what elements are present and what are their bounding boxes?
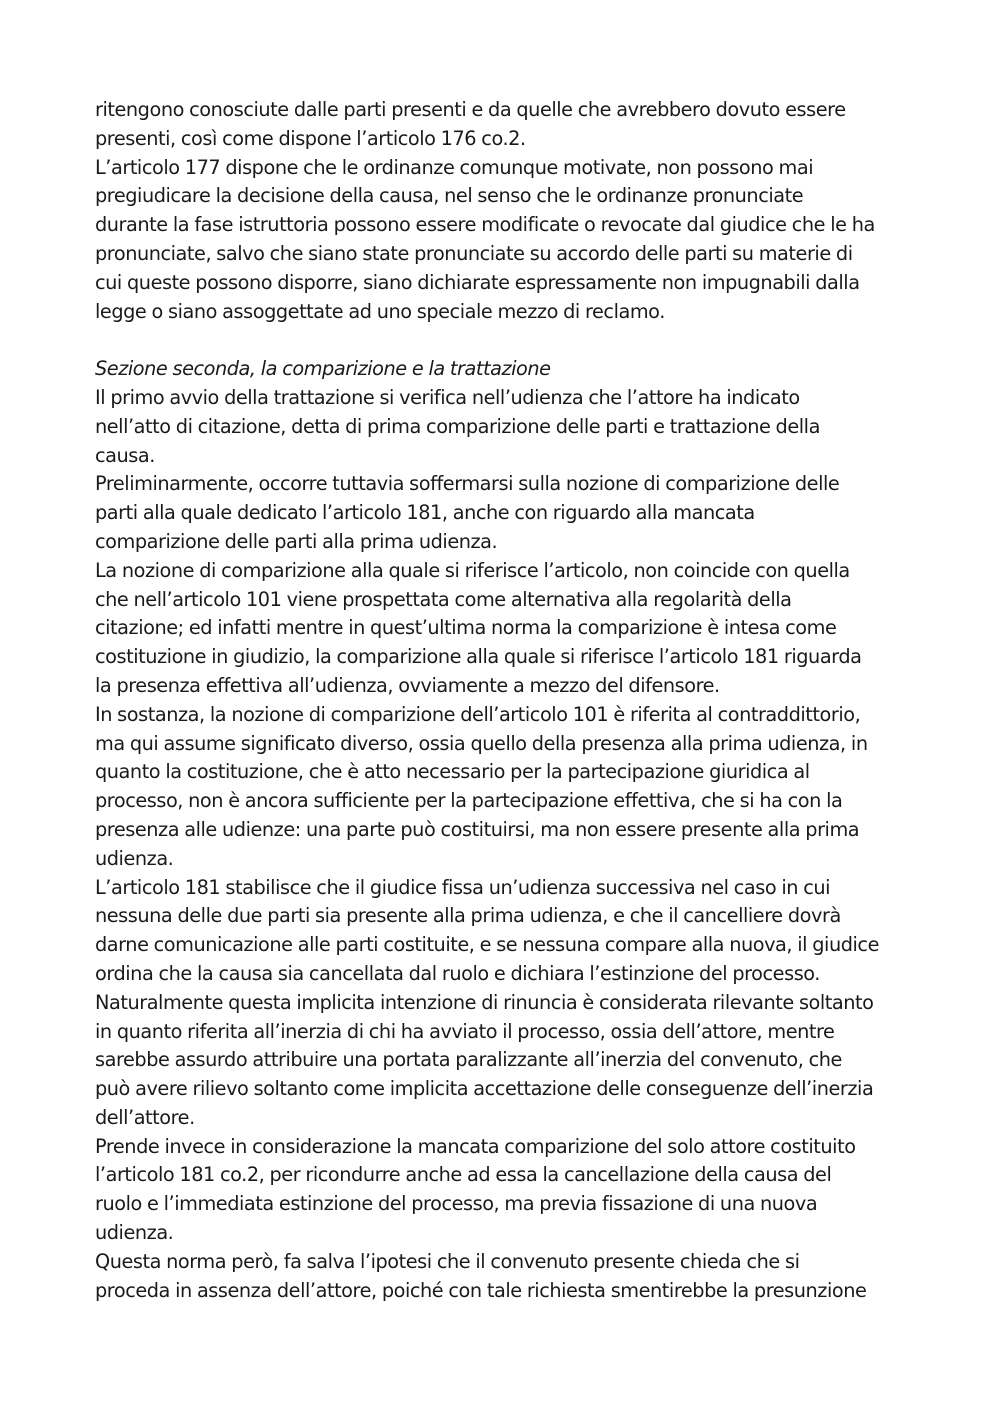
document-body (95, 96, 925, 1305)
text-line: L’articolo 177 dispone che le ordinanze comunque motivate, non possono mai (95, 155, 814, 179)
text-line: comparizione delle parti alla prima udienza. (95, 529, 498, 553)
text-line: che nell’articolo 101 viene prospettata come alternativa alla regolarità della (95, 587, 792, 611)
text-line: La nozione di comparizione alla quale si riferisce l’articolo, non coincide con quella (95, 558, 850, 582)
text-line: cui queste possono disporre, siano dichiarate espressamente non impugnabili dalla (95, 270, 860, 294)
paragraph (95, 96, 925, 154)
text-line: legge o siano assoggettate ad uno speciale mezzo di reclamo. (95, 299, 665, 323)
text-line: processo, non è ancora sufficiente per la partecipazione effettiva, che si ha con la (95, 789, 843, 813)
text-line: udienza. (95, 1221, 174, 1245)
text-line: L’articolo 181 stabilisce che il giudice fissa un’udienza successiva nel caso in cui (95, 875, 831, 899)
paragraph (95, 1248, 925, 1306)
paragraph (95, 1133, 925, 1248)
paragraph (95, 557, 925, 701)
text-line: ruolo e l’immediata estinzione del processo, ma previa fissazione di una nuova (95, 1192, 818, 1216)
text-line: nell’atto di citazione, detta di prima comparizione delle parti e trattazione della (95, 414, 820, 438)
text-line: causa. (95, 443, 155, 467)
paragraph (95, 470, 925, 556)
blank-line (95, 326, 925, 355)
text-line: proceda in assenza dell’attore, poiché con tale richiesta smentirebbe la presunzione (95, 1278, 867, 1302)
paragraph (95, 874, 925, 989)
text-line: Questa norma però, fa salva l’ipotesi che il convenuto presente chieda che si (95, 1249, 800, 1273)
text-line: Naturalmente questa implicita intenzione di rinuncia è considerata rilevante soltanto (95, 990, 874, 1014)
text-line: dell’attore. (95, 1105, 195, 1129)
text-line: può avere rilievo soltanto come implicita accettazione delle conseguenze dell’inerzia (95, 1077, 874, 1101)
text-line: la presenza effettiva all’udienza, ovviamente a mezzo del difensore. (95, 673, 720, 697)
paragraph (95, 701, 925, 874)
text-line: sarebbe assurdo attribuire una portata paralizzante all’inerzia del convenuto, che (95, 1048, 842, 1072)
text-line: nessuna delle due parti sia presente alla prima udienza, e che il cancelliere dovrà (95, 904, 841, 928)
text-line: citazione; ed infatti mentre in quest’ultima norma la comparizione è intesa come (95, 616, 837, 640)
text-line: in quanto riferita all’inerzia di chi ha avviato il processo, ossia dell’attore, mentre (95, 1019, 835, 1043)
text-line: parti alla quale dedicato l’articolo 181, anche con riguardo alla mancata (95, 501, 755, 525)
text-line: presenti, così come dispone l’articolo 176 co.2. (95, 126, 526, 150)
text-line: ma qui assume significato diverso, ossia quello della presenza alla prima udienza, in (95, 731, 868, 755)
text-line: durante la fase istruttoria possono essere modificate o revocate dal giudice che le ha (95, 213, 875, 237)
text-line: udienza. (95, 846, 174, 870)
text-line: presenza alle udienze: una parte può costituirsi, ma non essere presente alla prima (95, 817, 860, 841)
text-line: pregiudicare la decisione della causa, nel senso che le ordinanze pronunciate (95, 184, 804, 208)
text-line: pronunciate, salvo che siano state pronunciate su accordo delle parti su materie di (95, 241, 853, 265)
text-line: ritengono conosciute dalle parti presenti e da quelle che avrebbero dovuto essere (95, 98, 846, 121)
text-line: Il primo avvio della trattazione si verifica nell’udienza che l’attore ha indicato (95, 385, 800, 409)
text-line: quanto la costituzione, che è atto necessario per la partecipazione giuridica al (95, 760, 810, 784)
text-line: darne comunicazione alle parti costituite, e se nessuna compare alla nuova, il giudice (95, 933, 879, 957)
text-line: costituzione in giudizio, la comparizione alla quale si riferisce l’articolo 181 riguarda (95, 645, 862, 669)
section-heading: Sezione seconda, la comparizione e la trattazione (95, 357, 551, 381)
text-line: ordina che la causa sia cancellata dal ruolo e dichiara l’estinzione del processo. (95, 961, 820, 985)
paragraph (95, 989, 925, 1133)
paragraph (95, 154, 925, 327)
paragraph (95, 384, 925, 470)
text-line: In sostanza, la nozione di comparizione dell’articolo 101 è riferita al contraddittorio, (95, 702, 861, 726)
text-line: Preliminarmente, occorre tuttavia soffermarsi sulla nozione di comparizione delle (95, 472, 840, 496)
text-line: l’articolo 181 co.2, per ricondurre anche ad essa la cancellazione della causa del (95, 1163, 832, 1187)
text-line: Prende invece in considerazione la mancata comparizione del solo attore costituito (95, 1134, 856, 1158)
